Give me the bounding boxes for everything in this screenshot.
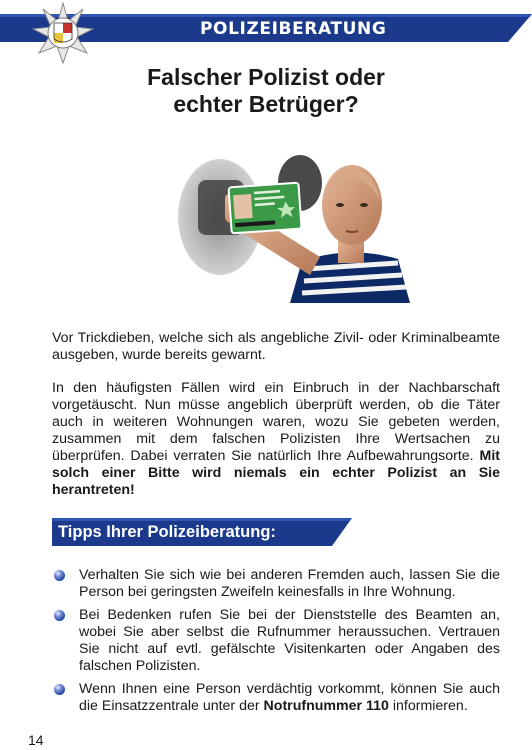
photo-fake-police-id <box>170 145 415 303</box>
tips-list <box>52 567 500 721</box>
header-title: POLIZEIBERATUNG <box>200 19 387 39</box>
blue-sphere-bullet-icon <box>54 570 65 581</box>
headline-line-1: Falscher Polizist oder <box>147 64 385 90</box>
police-star-badge-icon <box>32 2 94 64</box>
tip-text-end: informieren. <box>388 698 468 714</box>
explanation-paragraph <box>52 380 500 499</box>
tip-text: Wenn Ihnen eine Person verdächtig vorkommt, können Sie auch die Einsatzzentrale unter der <box>79 681 500 714</box>
warning-text: Mit solch einer Bitte wird niemals ein echter Polizist an Sie herantreten! <box>52 448 500 498</box>
list-item <box>52 607 500 675</box>
list-item <box>52 681 500 715</box>
list-item <box>52 567 500 601</box>
headline <box>60 64 472 118</box>
tip-text: Bei Bedenken rufen Sie bei der Dienststelle des Beamten an, wobei Sie aber selbst die Rufnummer heraussuchen. Vertrauen Sie nicht auf evtl. gefälschte Visitenkarten oder Angaben des falschen Polizisten. <box>79 607 500 674</box>
page-number: 14 <box>28 732 44 748</box>
explanation-text: In den häufigsten Fällen wird ein Einbruch in der Nachbarschaft vorgetäuscht. Nun müsse angeblich überprüft werden, ob die Täter auch in weiteren Wohnungen waren, wozu Sie gebeten werden, zusammen mit dem falschen Polizisten Ihre Wertsachen zu überprüfen. Dabei verraten Sie natürlich Ihre Aufbewahrungsorte. <box>52 380 500 464</box>
emergency-number: Notrufnummer 110 <box>263 698 389 714</box>
tips-heading-bar <box>52 518 352 546</box>
tips-heading: Tipps Ihrer Polizeiberatung: <box>58 523 276 541</box>
blue-sphere-bullet-icon <box>54 610 65 621</box>
blue-sphere-bullet-icon <box>54 684 65 695</box>
headline-line-2: echter Betrüger? <box>173 91 359 117</box>
tip-text: Verhalten Sie sich wie bei anderen Fremden auch, lassen Sie die Person bei geringsten Zweifeln keinesfalls in Ihre Wohnung. <box>79 567 500 600</box>
intro-paragraph: Vor Trickdieben, welche sich als angebliche Zivil- oder Kriminalbeamte ausgeben, wurde bereits gewarnt. <box>52 330 500 363</box>
